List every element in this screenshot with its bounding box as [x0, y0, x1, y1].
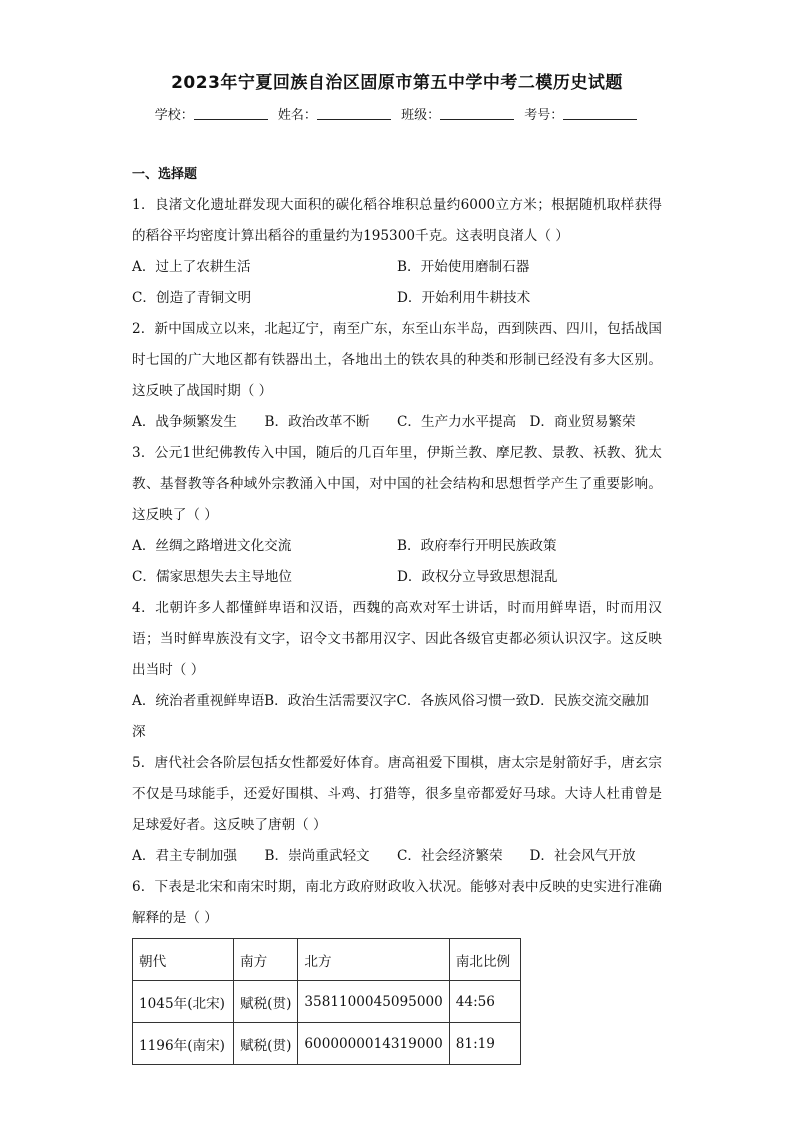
option-a[interactable]: A．丝绸之路增进文化交流	[132, 538, 292, 554]
question-4-options	[132, 686, 662, 748]
question-1-stem: 1．良渚文化遗址群发现大面积的碳化稻谷堆积总量约6000立方米；根据随机取样获得的稻谷平均密度计算出稻谷的重量约为195300千克。这表明良渚人（ ）	[132, 197, 662, 244]
question-6-stem: 6．下表是北宋和南宋时期，南北方政府财政收入状况。能够对表中反映的史实进行准确解释的是（ ）	[132, 879, 662, 926]
table-header-cell: 朝代	[133, 939, 234, 981]
question-4-stem: 4．北朝许多人都懂鲜卑语和汉语，西魏的高欢对军士讲话，时而用鲜卑语，时而用汉语；当时鲜卑族没有文字，诏令文书都用汉字、因此各级官吏都必须认识汉字。这反映出当时（ ）	[132, 600, 662, 678]
student-info-row	[0, 104, 794, 123]
option-c[interactable]: C．各族风俗习惯一致	[396, 693, 530, 709]
table-header-cell: 北方	[298, 939, 449, 981]
option-b[interactable]: B．政治改革不断	[264, 414, 370, 430]
class-blank[interactable]	[440, 107, 514, 120]
table-cell: 6000000014319000	[298, 1023, 449, 1065]
option-b[interactable]: B．开始使用磨制石器	[397, 259, 530, 275]
question-1-options	[132, 252, 662, 314]
table-row	[133, 981, 521, 1023]
table-row	[133, 1023, 521, 1065]
exam-number-blank[interactable]	[563, 107, 637, 120]
table-cell: 44:56	[449, 981, 520, 1023]
option-c[interactable]: C．社会经济繁荣	[397, 848, 503, 864]
option-c[interactable]: C．创造了青铜文明	[132, 290, 252, 306]
table-cell: 1045年(北宋)	[133, 981, 234, 1023]
section-title: 一、选择题	[132, 167, 198, 182]
option-a[interactable]: A．统治者重视鲜卑语	[132, 693, 265, 709]
table-header-row	[133, 939, 521, 981]
option-d[interactable]: D．政权分立导致思想混乱	[397, 569, 558, 585]
option-c[interactable]: C．生产力水平提高	[397, 414, 517, 430]
option-a[interactable]: A．君主专制加强	[132, 848, 237, 864]
question-3-options	[132, 531, 662, 593]
table-cell: 赋税(贯)	[234, 981, 298, 1023]
exam-title: 2023年宁夏回族自治区固原市第五中学中考二模历史试题	[171, 73, 623, 93]
option-b[interactable]: B．崇尚重武轻文	[264, 848, 370, 864]
school-field[interactable]: 学校：	[155, 104, 270, 123]
question-5-options	[132, 841, 662, 872]
table-cell: 1196年(南宋)	[133, 1023, 234, 1065]
option-d[interactable]: D．社会风气开放	[529, 848, 636, 864]
finance-table	[132, 938, 521, 1065]
question-3-stem: 3．公元1世纪佛教传入中国，随后的几百年里，伊斯兰教、摩尼教、景教、袄教、犹太教、基督教等各种域外宗教涌入中国，对中国的社会结构和思想哲学产生了重要影响。这反映了（ ）	[132, 445, 662, 523]
table-header-cell: 南方	[234, 939, 298, 981]
name-blank[interactable]	[317, 107, 391, 120]
table-cell: 赋税(贯)	[234, 1023, 298, 1065]
table-cell: 3581100045095000	[298, 981, 449, 1023]
option-b[interactable]: B．政府奉行开明民族政策	[397, 538, 557, 554]
question-2-stem: 2．新中国成立以来，北起辽宁，南至广东，东至山东半岛，西到陕西、四川，包括战国时七国的广大地区都有铁器出土，各地出土的铁农具的种类和形制已经没有多大区别。这反映了战国时期（ ）	[132, 321, 662, 399]
option-d[interactable]: D．开始利用牛耕技术	[397, 290, 531, 306]
table-cell: 81:19	[449, 1023, 520, 1065]
table-header-cell: 南北比例	[449, 939, 520, 981]
exam-number-field[interactable]: 考号：	[524, 104, 639, 123]
name-field[interactable]: 姓名：	[278, 104, 393, 123]
option-b[interactable]: B．政治生活需要汉字	[264, 693, 397, 709]
class-field[interactable]: 班级：	[401, 104, 516, 123]
question-2-options	[132, 407, 662, 438]
option-d[interactable]: D．民族交流交融加深	[132, 693, 649, 740]
question-5-stem: 5．唐代社会各阶层包括女性都爱好体育。唐高祖爱下围棋，唐太宗是射箭好手，唐玄宗不仅是马球能手，还爱好围棋、斗鸡、打猎等，很多皇帝都爱好马球。大诗人杜甫曾是足球爱好者。这反映了唐朝（ ）	[132, 755, 662, 833]
school-blank[interactable]	[194, 107, 268, 120]
option-a[interactable]: A．战争频繁发生	[132, 414, 237, 430]
option-a[interactable]: A．过上了农耕生活	[132, 259, 251, 275]
option-d[interactable]: D．商业贸易繁荣	[529, 414, 636, 430]
exam-content	[132, 162, 662, 1065]
option-c[interactable]: C．儒家思想失去主导地位	[132, 569, 292, 585]
